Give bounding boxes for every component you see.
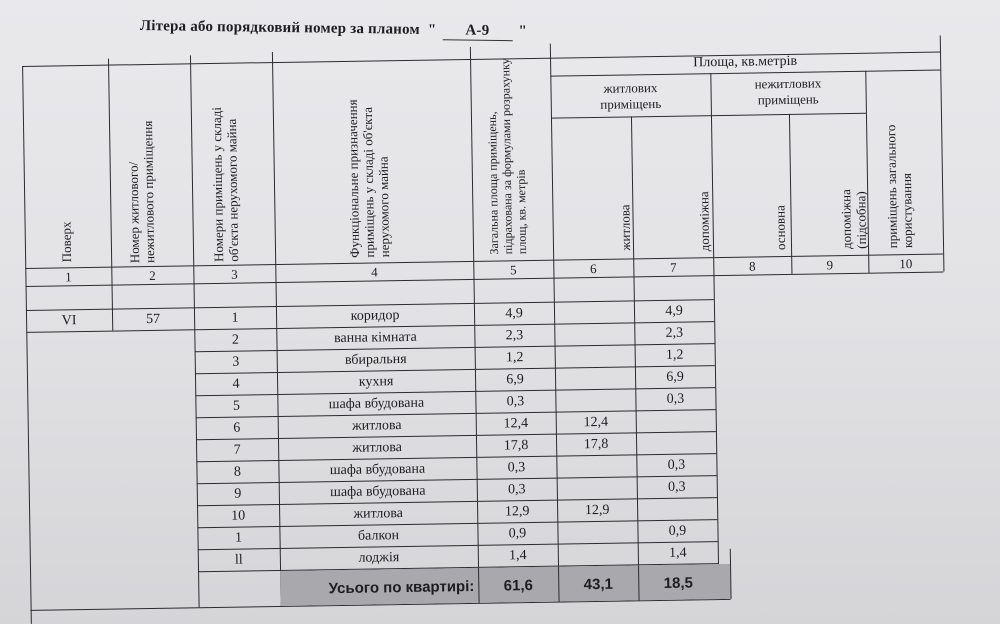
- room-number: 10: [231, 508, 246, 524]
- room-function: житлова: [352, 440, 403, 456]
- room-auxiliary-area: 0,3: [667, 479, 686, 495]
- room-auxiliary-area: [636, 411, 716, 432]
- room-number: 9: [234, 486, 242, 502]
- room-total-area: 0,9: [508, 526, 527, 542]
- header-nonresidential: нежитлових приміщень: [754, 75, 822, 108]
- room-number: 5: [232, 398, 241, 414]
- room-living-area: [557, 522, 637, 543]
- title-letter: А-9: [442, 22, 512, 41]
- header-auxiliary: допоміжна: [696, 191, 713, 252]
- room-total-area: 6,9: [506, 372, 524, 388]
- room-number: 7: [233, 442, 241, 458]
- room-auxiliary-area: 4,9: [665, 303, 683, 319]
- room-function: шафа вбудована: [330, 483, 426, 501]
- column-number: 2: [149, 267, 156, 283]
- room-number: 1: [234, 530, 243, 546]
- grid-line: [940, 36, 945, 272]
- room-function: житлова: [353, 506, 404, 522]
- header-utility: допоміжна (підсобна): [838, 189, 870, 250]
- total-auxiliary-value: 18,5: [663, 574, 694, 592]
- room-living-area: [554, 302, 634, 323]
- room-auxiliary-area: [636, 433, 716, 454]
- title-prefix: Літера або порядковий номер за планом: [139, 18, 421, 38]
- grid-line: [108, 59, 113, 331]
- room-number: 8: [233, 464, 242, 480]
- room-living-area: [556, 456, 636, 477]
- apartment-value: 57: [145, 311, 161, 328]
- floor-value: VI: [61, 313, 77, 329]
- room-total-area: 1,4: [508, 548, 527, 564]
- room-living-area: [557, 478, 637, 499]
- title-quote-open: ": [427, 22, 437, 39]
- header-common-use: приміщень загального користування: [883, 124, 916, 249]
- room-function: кухня: [358, 374, 394, 390]
- column-number: 7: [669, 259, 677, 275]
- header-room-numbers: Номери приміщень у складі об'єкта нерухомого майна: [208, 106, 242, 263]
- column-number: 4: [371, 264, 378, 280]
- room-auxiliary-area: 0,9: [668, 523, 687, 539]
- room-function: коридор: [350, 308, 400, 324]
- column-number: 9: [826, 257, 834, 273]
- room-number: ll: [234, 552, 243, 568]
- column-number: 1: [65, 269, 72, 285]
- room-function: житлова: [351, 418, 402, 434]
- header-total-area: Загальна площа приміщень, підрахована за формулами розрахунку площ, кв. метрів: [484, 58, 530, 255]
- room-living-area: [555, 368, 635, 389]
- room-living-area: [555, 346, 635, 367]
- room-living-area: [558, 544, 638, 565]
- room-total-area: 0,3: [507, 460, 526, 476]
- total-area-value: 61,6: [503, 577, 534, 595]
- room-number: 1: [231, 310, 239, 326]
- room-auxiliary-area: [637, 499, 717, 520]
- room-living-area: 12,9: [584, 502, 610, 519]
- room-auxiliary-area: 1,4: [668, 545, 687, 561]
- room-auxiliary-area: 0,3: [667, 457, 686, 473]
- room-function: балкон: [357, 528, 400, 544]
- header-area: Площа, кв.метрів: [693, 53, 798, 71]
- room-number: 4: [232, 376, 240, 392]
- room-function: шафа вбудована: [329, 461, 426, 479]
- room-total-area: 12,4: [503, 416, 529, 432]
- room-function: вбиральня: [344, 351, 407, 368]
- room-total-area: 4,9: [505, 306, 523, 322]
- column-number: 10: [899, 256, 913, 272]
- header-floor: Поверх: [58, 221, 75, 263]
- room-total-area: 1,2: [505, 350, 524, 366]
- grid-line: [789, 114, 793, 274]
- header-main: основна: [772, 205, 789, 251]
- room-auxiliary-area: 6,9: [666, 369, 684, 385]
- column-number: 6: [589, 260, 597, 277]
- column-number: 5: [509, 262, 517, 278]
- grid-line: [551, 113, 866, 119]
- column-number: 8: [748, 258, 756, 274]
- room-living-area: [554, 324, 634, 345]
- header-apartment-number: Номер житлового/ нежитлового приміщення: [125, 120, 158, 264]
- room-number: 2: [231, 332, 240, 348]
- room-function: лоджія: [358, 550, 400, 566]
- room-auxiliary-area: 0,3: [666, 391, 685, 407]
- room-number: 6: [233, 420, 241, 436]
- room-living-area: [555, 390, 635, 411]
- room-total-area: 0,3: [507, 482, 526, 498]
- header-function: Функціональне призначення приміщень у складі об'єкта нерухомого майна: [344, 99, 393, 258]
- header-residential: житлових приміщень: [600, 79, 662, 112]
- room-function: ванна кімната: [333, 329, 417, 347]
- total-label: Усього по квартирі:: [328, 577, 475, 598]
- room-living-area: 12,4: [583, 414, 609, 431]
- room-living-area: 17,8: [583, 436, 609, 453]
- room-total-area: 12,9: [504, 504, 530, 520]
- total-living-value: 43,1: [583, 575, 614, 594]
- grid-line: [22, 66, 32, 624]
- column-number: 3: [231, 266, 238, 282]
- room-auxiliary-area: 1,2: [665, 347, 684, 363]
- grid-line: [730, 549, 732, 599]
- room-number: 3: [232, 354, 240, 370]
- header-living: житлова: [617, 204, 634, 251]
- title-quote-close: ": [518, 23, 528, 40]
- room-total-area: 0,3: [506, 394, 525, 410]
- room-total-area: 17,8: [503, 438, 529, 454]
- room-total-area: 2,3: [505, 328, 524, 344]
- room-function: шафа вбудована: [328, 395, 425, 413]
- room-auxiliary-area: 2,3: [665, 325, 684, 341]
